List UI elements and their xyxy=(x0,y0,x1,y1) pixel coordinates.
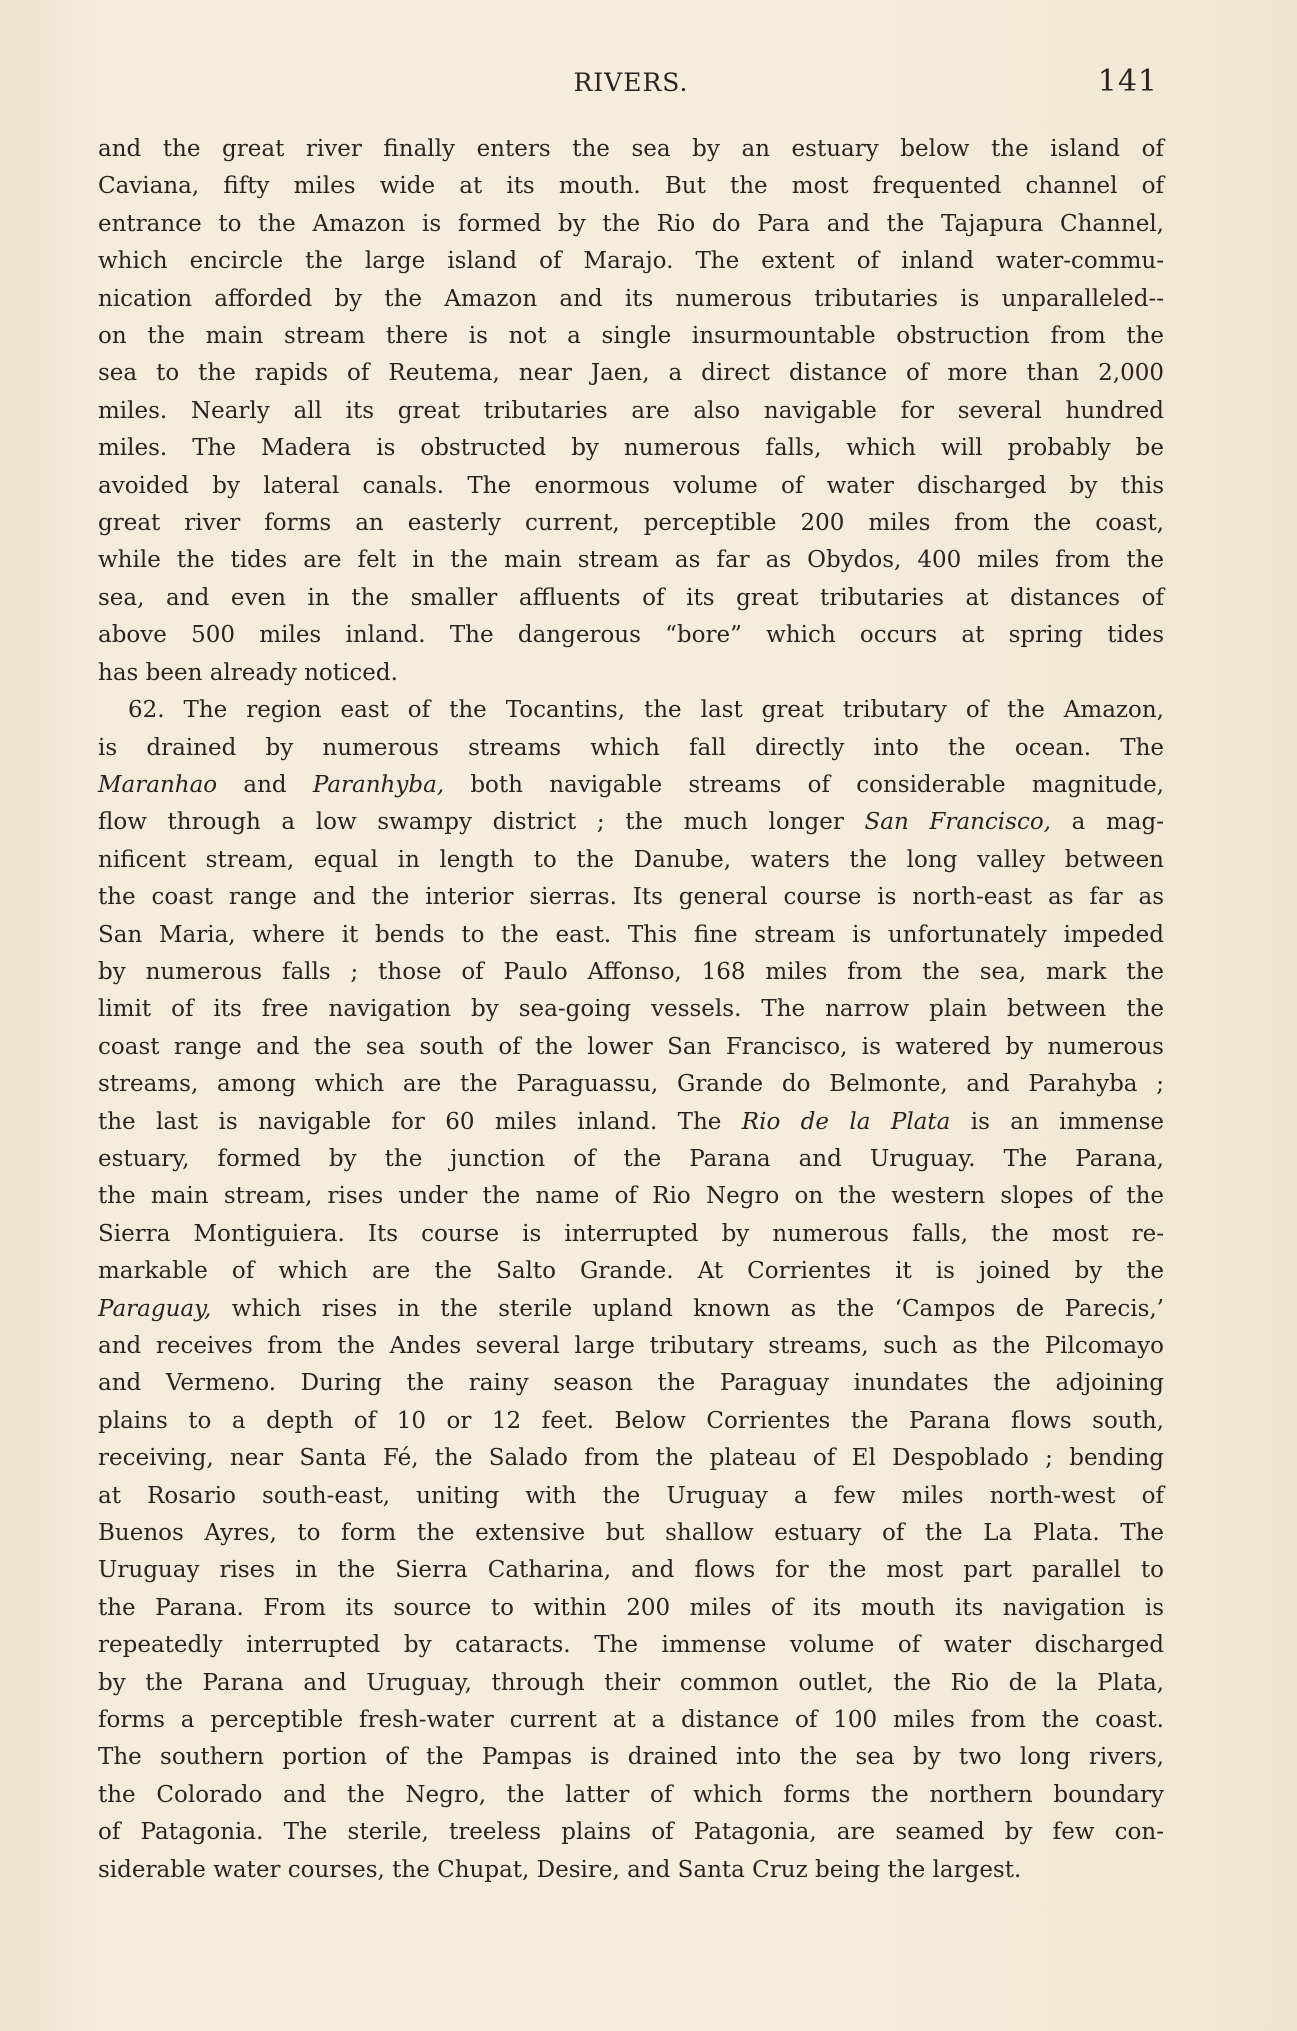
text-run: both navigable streams of considerable magnitude, xyxy=(444,771,1164,798)
text-run: is an immense xyxy=(950,1108,1165,1135)
text-line: forms a perceptible fresh-water current at a distance of 100 miles from the coast. xyxy=(98,1707,1164,1734)
text-run: the last is navigable for 60 miles inland. The xyxy=(98,1108,742,1135)
text-line: and receives from the Andes several large tributary streams, such as the Pilcomayo xyxy=(98,1333,1164,1359)
text-line: by numerous falls ; those of Paulo Affonso, 168 miles from the sea, mark the xyxy=(98,958,1164,985)
text-line: the main stream, rises under the name of Rio Negro on the western slopes of the xyxy=(98,1183,1164,1210)
text-line: great river forms an easterly current, perceptible 200 miles from the coast, xyxy=(98,510,1164,537)
text-line: limit of its free navigation by sea-going vessels. The narrow plain between the xyxy=(98,996,1164,1023)
text-line: which encircle the large island of Marajo. The extent of inland water-commu- xyxy=(98,248,1164,275)
text-line: on the main stream there is not a single insurmountable obstruction from the xyxy=(98,323,1164,350)
text-run: flow through a low swampy district ; the much longer xyxy=(98,809,865,836)
text-line: the Parana. From its source to within 200 miles of its mouth its navigation is xyxy=(98,1594,1164,1621)
paragraph-amazon xyxy=(98,131,1164,692)
text-run: which rises in the sterile upland known as the ‘Campos de Parecis,’ xyxy=(211,1295,1164,1322)
text-line: while the tides are felt in the main stream as far as Obydos, 400 miles from the xyxy=(98,547,1164,574)
text-line: markable of which are the Salto Grande. At Corrientes it is joined by the xyxy=(98,1258,1164,1285)
text-line: sea, and even in the smaller affluents of its great tributaries at distances of xyxy=(98,584,1164,611)
text-line: of Patagonia. The sterile, treeless plains of Patagonia, are seamed by few con- xyxy=(98,1819,1164,1846)
text-line: receiving, near Santa Fé, the Salado from the plateau of El Despoblado ; bending xyxy=(98,1445,1164,1472)
text-line: miles. Nearly all its great tributaries are also navigable for several hundred xyxy=(98,397,1164,424)
text-line: siderable water courses, the Chupat, Desire, and Santa Cruz being the largest. xyxy=(98,1856,1022,1883)
text-line: The southern portion of the Pampas is drained into the sea by two long rivers, xyxy=(98,1744,1164,1771)
text-line: the coast range and the interior sierras. Its general course is north-east as far as xyxy=(98,884,1164,911)
paragraph-62 xyxy=(98,692,1164,1889)
text-line: coast range and the sea south of the lower San Francisco, is watered by numerous xyxy=(98,1033,1164,1060)
text-line: has been already noticed. xyxy=(98,659,398,686)
text-line: miles. The Madera is obstructed by numerous falls, which will probably be xyxy=(98,435,1164,462)
text-line: and the great river finally enters the sea by an estuary below the island of xyxy=(98,136,1164,162)
text-line: entrance to the Amazon is formed by the Rio do Para and the Tajapura Channel, xyxy=(98,210,1164,237)
text-line: by the Parana and Uruguay, through their common outlet, the Rio de la Plata, xyxy=(98,1669,1164,1696)
text-line: repeatedly interrupted by cataracts. The immense volume of water discharged xyxy=(98,1632,1164,1659)
text-line xyxy=(98,1291,1164,1328)
page-number: 141 xyxy=(1097,64,1158,99)
river-name-rio-de-la-plata: Rio de la Plata xyxy=(741,1108,951,1135)
body-text xyxy=(98,131,1164,1889)
text-line xyxy=(98,767,1164,804)
text-line: the Colorado and the Negro, the latter of which forms the northern boundary xyxy=(98,1781,1164,1808)
text-line xyxy=(98,1104,1164,1141)
text-run: and xyxy=(217,771,313,798)
text-line: is drained by numerous streams which fall directly into the ocean. The xyxy=(98,734,1164,761)
text-line: Uruguay rises in the Sierra Catharina, and flows for the most part parallel to xyxy=(98,1557,1164,1584)
text-line: and Vermeno. During the rainy season the Paraguay inundates the adjoining xyxy=(98,1370,1164,1397)
page-header xyxy=(98,64,1164,104)
text-line: sea to the rapids of Reutema, near Jaen, a direct distance of more than 2,000 xyxy=(98,360,1164,387)
text-line: nificent stream, equal in length to the Danube, waters the long valley between xyxy=(98,846,1164,873)
text-line: Buenos Ayres, to form the extensive but shallow estuary of the La Plata. The xyxy=(98,1520,1164,1547)
section-62-first-line: 62. The region east of the Tocantins, the last great tributary of the Amazon, xyxy=(128,697,1164,724)
river-name-san-francisco: San Francisco, xyxy=(864,809,1051,836)
text-line: avoided by lateral canals. The enormous volume of water discharged by this xyxy=(98,472,1164,499)
river-name-paraguay: Paraguay, xyxy=(98,1295,212,1322)
running-head: RIVERS. xyxy=(573,68,689,97)
text-line: estuary, formed by the junction of the Parana and Uruguay. The Parana, xyxy=(98,1145,1164,1172)
text-line: Sierra Montiguiera. Its course is interrupted by numerous falls, the most re- xyxy=(98,1220,1164,1247)
text-line xyxy=(98,804,1164,841)
text-line: at Rosario south-east, uniting with the Uruguay a few miles north-west of xyxy=(98,1482,1164,1509)
river-name-paranhyba: Paranhyba, xyxy=(312,771,445,798)
text-line: San Maria, where it bends to the east. This fine stream is unfortunately impeded xyxy=(98,921,1164,948)
text-line: above 500 miles inland. The dangerous “bore” which occurs at spring tides xyxy=(98,622,1164,649)
text-run: a mag- xyxy=(1050,809,1164,836)
text-line: streams, among which are the Paraguassu, Grande do Belmonte, and Parahyba ; xyxy=(98,1071,1164,1098)
text-line: nication afforded by the Amazon and its numerous tributaries is unparalleled-- xyxy=(98,285,1164,312)
text-line: Caviana, fifty miles wide at its mouth. But the most frequented channel of xyxy=(98,173,1164,200)
text-line: plains to a depth of 10 or 12 feet. Below Corrientes the Parana flows south, xyxy=(98,1407,1164,1434)
river-name-maranhao: Maranhao xyxy=(98,771,218,798)
